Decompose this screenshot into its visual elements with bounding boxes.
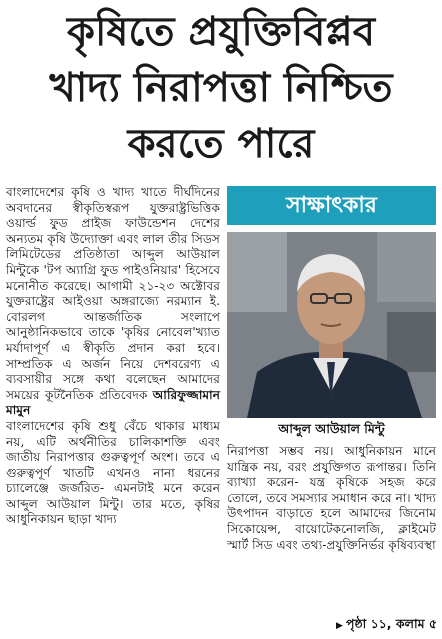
body-paragraph-left: বাংলাদেশের কৃষি শুধু বেঁচে থাকার মাধ্যম নয়, এটি অর্থনীতির চালিকাশক্তি এবং জাতীয় নিরাপত্তার গুরুত্বপূর্ণ অংশ। তবে এ গুরুত্বপূর্ণ খাতটি এখনও নানা ধরনের চ্যালেঞ্জে জর্জরিত- এমনটাই মনে করেন আব্দুল আউয়াল মিন্টু। তার মতে, কৃষির আধুনিকায়ন ছাড়া খাদ্য [6, 418, 220, 527]
headline-line-3: করতে পারে [127, 121, 315, 167]
headline [0, 4, 442, 172]
intro-paragraph [6, 185, 220, 419]
headline-line-2: খাদ্য নিরাপত্তা নিশ্চিত [49, 65, 393, 111]
body-paragraph-right: নিরাপত্তা সম্ভব নয়। আধুনিকায়ন মানে যান্ত্রিক নয়, বরং প্রযুক্তিগত রূপান্তর। তিনি ব্যাখ্যা করেন- যন্ত্র কৃষিকে সহজ করে তোলে, তবে সমস্যার সমাধান করে না। খাদ্য উৎপাদন বাড়াতে হলে আমাদের জিনোম সিকোয়েন্স, বায়োটেকনোলজি, ক্লাইমেট স্মার্ট সিড এবং তথ্য-প্রযুক্তিনির্ভর কৃষিব্যবস্থা [227, 444, 436, 552]
left-column [6, 185, 220, 528]
photo-caption: আব্দুল আউয়াল মিন্টু [278, 421, 385, 436]
right-column [227, 444, 436, 553]
section-label: সাক্ষাৎকার [227, 186, 436, 225]
intro-text: বাংলাদেশের কৃষি ও খাদ্য খাতে দীর্ঘদিনের অবদানের স্বীকৃতিস্বরূপ যুক্তরাষ্ট্রভিত্তিক ওয়ার্ল্ড ফুড প্রাইজ ফাউন্ডেশন দেশের অন্যতম কৃষি উদ্যোক্তা এবং লাল তীর সিডস লিমিটেডের প্রতিষ্ঠাতা আব্দুল আউয়াল মিন্টুকে 'টপ অ্যাগ্রি ফুড পাইওনিয়ার' হিসেবে মনোনীত করেছে। আগামী ২১-২৩ অক্টোবর যুক্তরাষ্ট্রের আইওয়া অঙ্গরাজ্যে নরম্যান ই. বোরলগ আন্তর্জাতিক সংলাপে আনুষ্ঠানিকভাবে তাকে 'কৃষির নোবেল'খ্যাত মর্যাদাপূর্ণ এ স্বীকৃতি প্রদান করা হবে। সাম্প্রতিক এ অর্জন নিয়ে দেশবরেণ্য এ ব্যবসায়ীর সঙ্গে কথা বলেছেন আমাদের সময়ের কূটনৈতিক প্রতিবেদক [6, 185, 220, 402]
continued-reference [305, 615, 437, 635]
continued-text: পৃষ্ঠা ১১, কলাম ৫ [345, 616, 437, 631]
portrait-illustration [227, 232, 436, 418]
triangle-icon: ▶ [336, 621, 343, 631]
reporter-name: আরিফুজ্জামান মামুন [6, 387, 220, 418]
portrait-photo [227, 232, 436, 418]
headline-line-1: কৃষিতে প্রযুক্তিবিপ্লব [67, 9, 375, 55]
